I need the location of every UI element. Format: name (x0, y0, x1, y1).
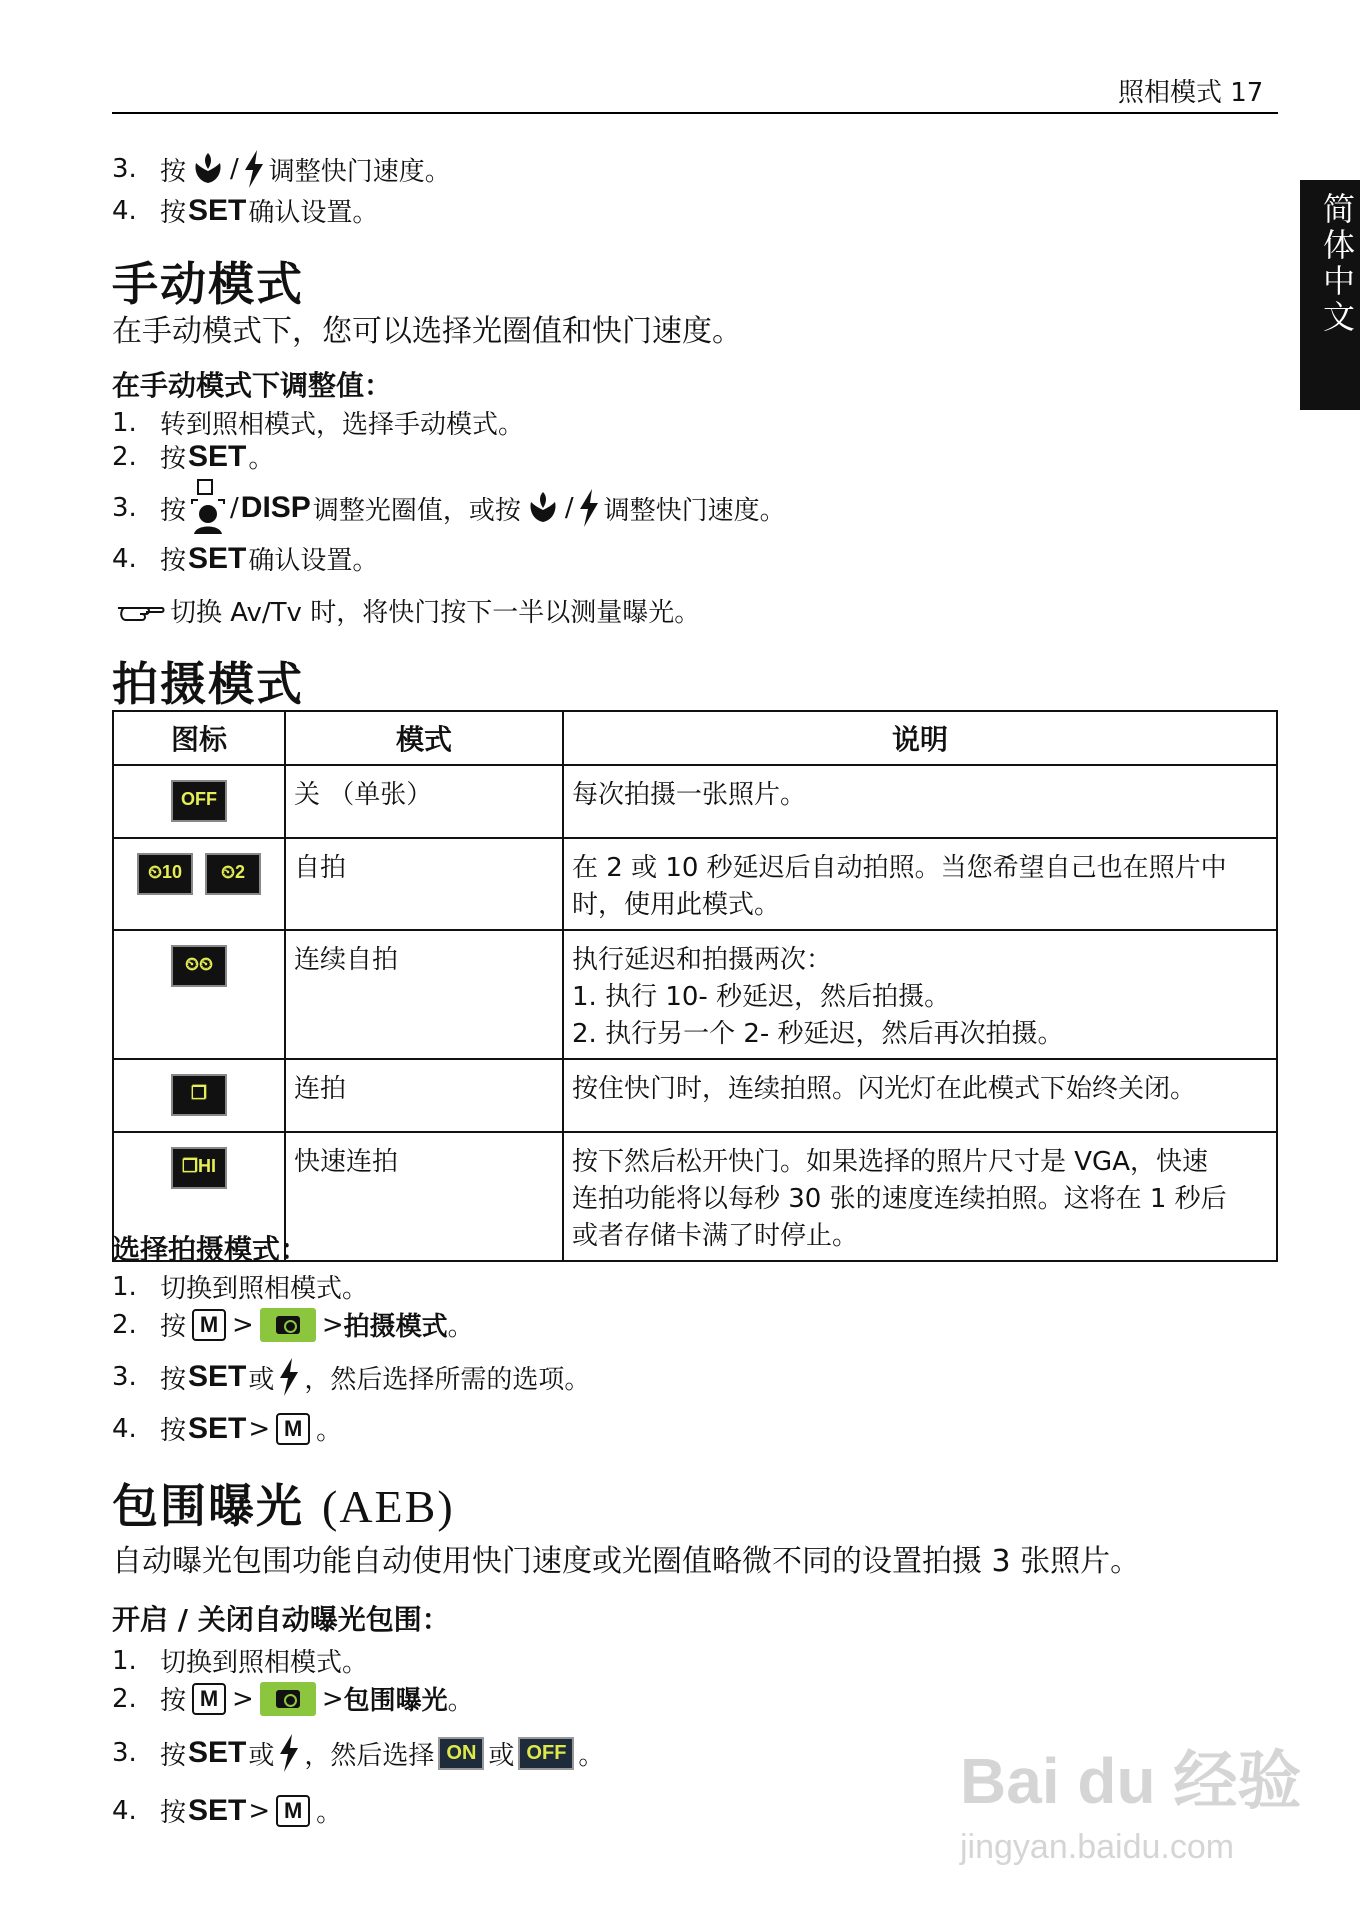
aeb-step-4 (112, 1792, 342, 1829)
set-key: SET (188, 1360, 247, 1393)
aeb-heading-cn: 包围曝光 (112, 1479, 323, 1533)
step-number: 2. (112, 1683, 137, 1714)
menu-target: 拍摄模式 (343, 1312, 448, 1342)
step-text: 确认设置。 (248, 198, 379, 228)
set-key: SET (188, 541, 247, 575)
side-tab-label: 简体中文 (1318, 192, 1356, 336)
step-text: 调整快门速度。 (603, 495, 786, 526)
mode-description: 或者存储卡满了时停止。 (572, 1221, 859, 1251)
baidu-watermark (960, 1730, 1301, 1867)
flash-icon (578, 489, 600, 527)
manual-mode-intro: 在手动模式下，您可以选择光圈值和快门速度。 (112, 314, 742, 349)
step-text: 或 (488, 1740, 515, 1771)
step-number: 1. (112, 1645, 137, 1676)
step-text: 。 (447, 1312, 474, 1342)
table-row (113, 765, 1277, 838)
step-text: 。 (316, 1416, 343, 1446)
off-badge-icon: OFF (518, 1737, 574, 1770)
mode-name: 自拍 (285, 838, 563, 930)
aeb-step-3 (112, 1734, 604, 1772)
drive-mode-table (112, 710, 1278, 1262)
step-number: 3. (112, 1362, 137, 1392)
face-detect-icon (190, 478, 226, 538)
mode-name: 连续自拍 (285, 930, 563, 1059)
menu-target: 包围曝光 (343, 1686, 448, 1716)
drive-step-3 (112, 1358, 590, 1396)
flash-icon (243, 150, 265, 188)
mode-description: 按下然后松开快门。如果选择的照片尺寸是 VGA，快速 (572, 1147, 1208, 1177)
step-text: 按 (160, 1798, 187, 1828)
page-header-title: 照相模式 17 (1118, 78, 1264, 108)
mode-description: 在 2 或 10 秒延迟后自动拍照。当您希望自己也在照片中 (572, 853, 1227, 883)
language-side-tab (1300, 180, 1360, 410)
step-text: 按 (160, 1686, 187, 1716)
table-row (113, 838, 1277, 930)
table-header-row (113, 711, 1277, 765)
step-text: 按 (160, 1312, 187, 1342)
step-text: 按 (160, 1740, 187, 1771)
mode-name: 关 （单张） (285, 765, 563, 838)
set-key: SET (188, 1736, 247, 1769)
step-number: 3. (112, 154, 137, 184)
set-key: SET (188, 1411, 247, 1445)
flash-icon (278, 1358, 300, 1396)
self-timer-2-icon: ⏲2 (205, 853, 261, 895)
slash: / (564, 493, 574, 523)
manual-note (112, 592, 700, 629)
step-number: 4. (112, 1413, 137, 1444)
watermark-url: jingyan.baidu.com (960, 1828, 1235, 1866)
step-text: 或 (248, 1364, 275, 1395)
step-text: 按 (160, 1416, 187, 1446)
continuous-shot-icon: ❐ (171, 1074, 227, 1116)
manual-step-2 (112, 438, 274, 475)
step-number: 3. (112, 493, 137, 523)
mode-description: 时，使用此模式。 (572, 890, 781, 920)
step-text: 按 (160, 495, 187, 526)
aeb-heading-en: (AEB) (322, 1481, 455, 1532)
mode-name: 快速连拍 (285, 1132, 563, 1261)
arrow-text: > (248, 1413, 271, 1444)
mode-name: 连拍 (285, 1059, 563, 1132)
self-timer-10-icon: ⏲10 (137, 853, 193, 895)
double-self-timer-icon: ⏲⏲ (171, 945, 227, 987)
arrow-text: > (321, 1309, 344, 1340)
set-key: SET (188, 439, 247, 473)
step-text: ，然后选择 (304, 1740, 435, 1771)
table-header-icon: 图标 (113, 711, 285, 765)
pointing-hand-icon (116, 598, 166, 624)
step-text: 或 (248, 1740, 275, 1771)
mode-description: 执行延迟和拍摄两次： (572, 945, 833, 975)
table-header-description: 说明 (563, 711, 1277, 765)
mode-description: 2. 执行另一个 2- 秒延迟，然后再次拍摄。 (572, 1019, 1064, 1049)
mode-description: 每次拍摄一张照片。 (572, 780, 807, 810)
drive-mode-heading: 拍摄模式 (112, 657, 304, 711)
step-text: 转到照相模式，选择手动模式。 (160, 410, 525, 440)
arrow-text: > (232, 1309, 254, 1340)
manual-step-3 (112, 478, 786, 538)
step-text: 切换到照相模式。 (160, 1274, 369, 1304)
manual-step-4 (112, 540, 378, 577)
step-text: 确认设置。 (248, 546, 379, 576)
menu-key-icon: M (276, 1413, 310, 1445)
menu-key-icon: M (276, 1795, 310, 1827)
arrow-text: > (248, 1795, 271, 1826)
flash-icon (278, 1734, 300, 1772)
macro-flower-icon (190, 151, 226, 187)
step-text: 按 (160, 1364, 187, 1395)
aeb-step-2 (112, 1680, 474, 1717)
manual-step-1 (112, 404, 524, 441)
table-header-mode: 模式 (285, 711, 563, 765)
arrow-text: > (321, 1683, 344, 1714)
arrow-text: > (232, 1683, 254, 1714)
aeb-heading (112, 1470, 455, 1536)
step-text: 按 (160, 198, 187, 228)
note-text: 切换 Av/Tv 时，将快门按下一半以测量曝光。 (170, 598, 701, 628)
step-text: 。 (316, 1798, 343, 1828)
drive-mode-subheading: 选择拍摄模式： (112, 1233, 309, 1266)
step-number: 2. (112, 1309, 137, 1340)
menu-key-icon: M (192, 1309, 226, 1341)
step-text: 。 (248, 444, 275, 474)
step-number: 4. (112, 543, 137, 574)
top-step-3 (112, 150, 451, 188)
mode-description: 1. 执行 10- 秒延迟，然后拍摄。 (572, 982, 951, 1012)
step-number: 2. (112, 441, 137, 472)
disp-key: DISP (240, 491, 311, 524)
camera-menu-icon (260, 1682, 316, 1716)
step-text: 按 (160, 156, 187, 187)
step-number: 1. (112, 1271, 137, 1302)
watermark-logo-text: Bai du 经验 (960, 1745, 1302, 1817)
aeb-subheading: 开启 / 关闭自动曝光包围： (112, 1603, 450, 1636)
top-step-4 (112, 192, 378, 229)
manual-mode-heading: 手动模式 (112, 257, 304, 311)
aeb-intro: 自动曝光包围功能自动使用快门速度或光圈值略微不同的设置拍摄 3 张照片。 (112, 1544, 1141, 1579)
single-shot-icon: OFF (171, 780, 227, 822)
menu-key-icon: M (192, 1683, 226, 1715)
set-key: SET (188, 193, 247, 227)
drive-step-2 (112, 1306, 474, 1343)
step-text: 调整光圈值，或按 (312, 495, 521, 526)
aeb-step-1 (112, 1642, 368, 1679)
step-text: 切换到照相模式。 (160, 1648, 369, 1678)
mode-description: 按住快门时，连续拍照。闪光灯在此模式下始终关闭。 (572, 1074, 1197, 1104)
step-number: 3. (112, 1738, 137, 1768)
drive-step-4 (112, 1410, 342, 1447)
step-number: 4. (112, 1795, 137, 1826)
step-text: 调整快门速度。 (268, 156, 451, 187)
manual-mode-subheading: 在手动模式下调整值： (112, 369, 393, 402)
drive-step-1 (112, 1268, 368, 1305)
camera-menu-icon (260, 1308, 316, 1342)
header-rule (112, 112, 1278, 114)
step-number: 4. (112, 195, 137, 226)
macro-flower-icon (525, 490, 561, 526)
step-text: 。 (447, 1686, 474, 1716)
mode-description: 连拍功能将以每秒 30 张的速度连续拍照。这将在 1 秒后 (572, 1184, 1227, 1214)
high-speed-burst-icon: ❐HI (171, 1147, 227, 1189)
step-text: 按 (160, 546, 187, 576)
step-text: 。 (578, 1740, 605, 1771)
set-key: SET (188, 1793, 247, 1827)
step-text: 按 (160, 444, 187, 474)
table-row (113, 1059, 1277, 1132)
slash: / (230, 493, 239, 523)
table-row (113, 930, 1277, 1059)
step-text: ，然后选择所需的选项。 (304, 1364, 591, 1395)
on-badge-icon: ON (438, 1737, 484, 1770)
slash: / (230, 154, 239, 184)
step-number: 1. (112, 407, 137, 438)
